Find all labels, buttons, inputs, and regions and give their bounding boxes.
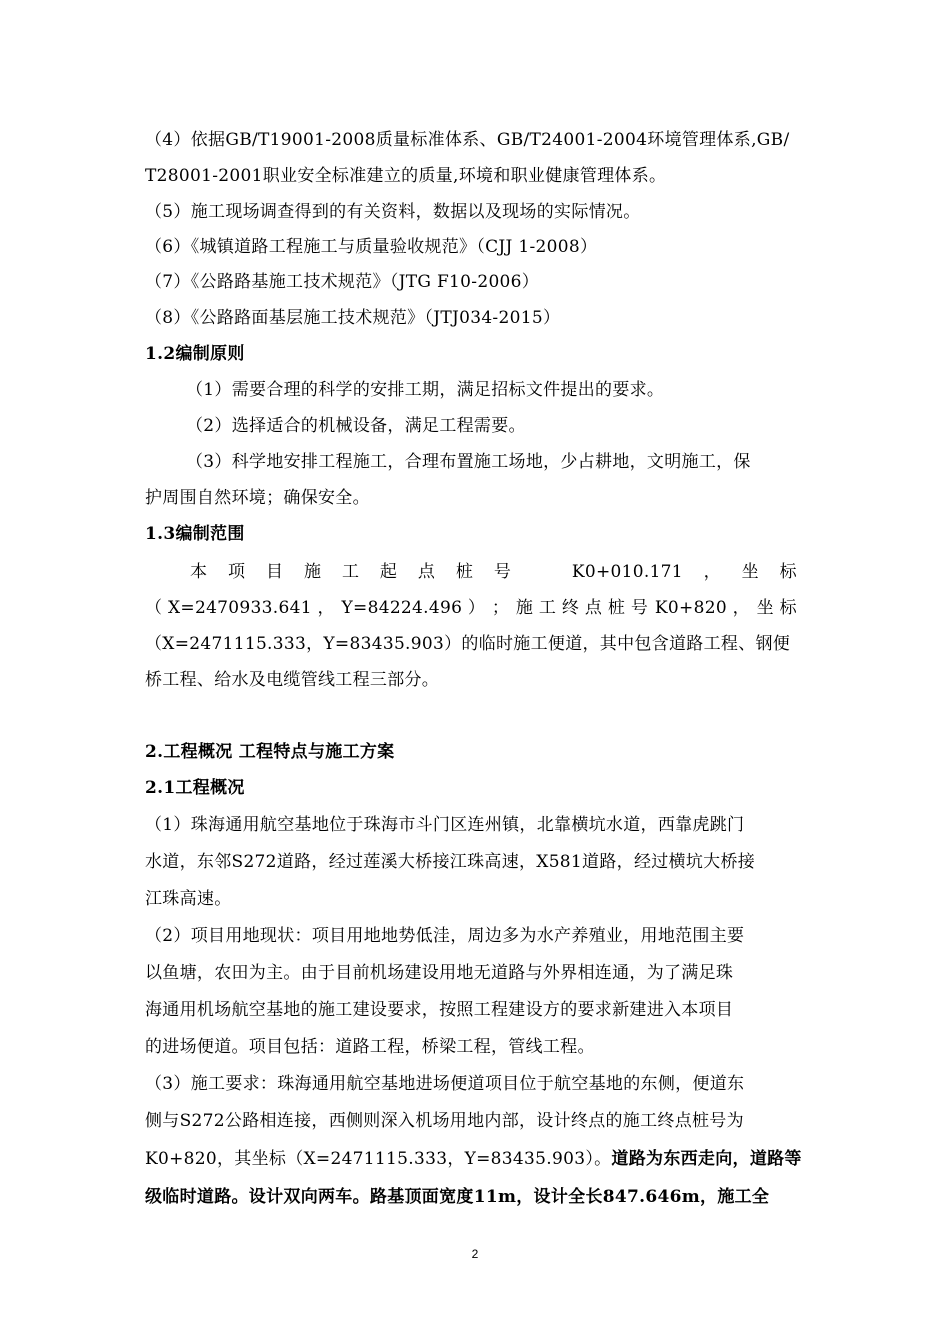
overview-2-line-3: 海通用机场航空基地的施工建设要求，按照工程建设方的要求新建进入本项目: [145, 1000, 734, 1020]
section-1-3-heading: 1.3编制范围: [145, 524, 245, 544]
scope-word: 施 工 终 点 桩 号: [515, 598, 649, 618]
scope-word: 施: [303, 562, 322, 582]
scope-line-1: [190, 560, 797, 584]
scope-word: 坐 标: [756, 598, 797, 618]
scope-word: 工: [341, 562, 360, 582]
scope-word: 本: [190, 562, 208, 582]
scope-word: 起: [379, 562, 398, 582]
scope-word: 点: [417, 562, 436, 582]
overview-3-line-2: 侧与S272公路相连接，西侧则深入机场用地内部，设计终点的施工终点桩号为: [145, 1111, 744, 1131]
overview-3-line-3-normal: K0+820，其坐标（X=2471115.333，Y=83435.903）。: [145, 1149, 612, 1169]
scope-word: 坐: [741, 562, 759, 582]
section-2-1-heading: 2.1工程概况: [145, 778, 245, 798]
overview-2-line-2: 以鱼塘，农田为主。由于目前机场建设用地无道路与外界相连通，为了满足珠: [145, 963, 734, 983]
page-number: 2: [471, 1247, 479, 1261]
item-4-line-2: T28001-2001职业安全标准建立的质量,环境和职业健康管理体系。: [145, 166, 667, 186]
scope-word: ，: [703, 562, 721, 582]
overview-2-line-4: 的进场便道。项目包括：道路工程，桥梁工程，管线工程。: [145, 1037, 595, 1057]
principle-3-line-2: 护周围自然环境；确保安全。: [145, 488, 370, 508]
principle-2: （2）选择适合的机械设备，满足工程需要。: [186, 416, 526, 436]
scope-word: ；: [491, 598, 510, 618]
section-1-2-heading: 1.2编制原则: [145, 344, 245, 364]
item-5: （5）施工现场调查得到的有关资料，数据以及现场的实际情况。: [145, 202, 641, 222]
scope-word: K0+010.171: [571, 562, 683, 582]
overview-1-line-2: 水道，东邻S272道路，经过莲溪大桥接江珠高速，X581道路，经过横坑大桥接: [145, 852, 756, 872]
overview-1-line-3: 江珠高速。: [145, 889, 232, 909]
overview-1-line-1: （1）珠海通用航空基地位于珠海市斗门区连州镇，北靠横坑水道，西靠虎跳门: [145, 815, 745, 835]
scope-line-2: [145, 596, 797, 620]
overview-3-line-4: 级临时道路。设计双向两车。路基顶面宽度11m，设计全长847.646m，施工全: [145, 1187, 770, 1207]
item-7: （7）《公路路基施工技术规范》（JTG F10-2006）: [145, 272, 540, 292]
scope-word: K0+820 ，: [654, 598, 750, 618]
overview-3-line-1: （3）施工要求：珠海通用航空基地进场便道项目位于航空基地的东侧，便道东: [145, 1074, 745, 1094]
scope-word: 号: [493, 562, 512, 582]
overview-3-line-3: [145, 1147, 802, 1171]
scope-line-4: 桥工程、给水及电缆管线工程三部分。: [145, 670, 440, 690]
item-4-line-1: （4）依据GB/T19001-2008质量标准体系、GB/T24001-2004环境管理体系,GB/: [145, 130, 790, 150]
item-8: （8）《公路路面基层施工技术规范》（JTJ034-2015）: [145, 308, 561, 328]
overview-3-line-3-bold: 道路为东西走向，道路等: [611, 1149, 802, 1169]
item-6: （6）《城镇道路工程施工与质量验收规范》（CJJ 1-2008）: [145, 237, 598, 257]
principle-1: （1）需要合理的科学的安排工期，满足招标文件提出的要求。: [186, 380, 665, 400]
scope-word: 标: [779, 562, 797, 582]
scope-word: （ X=2470933.641 ，: [145, 598, 335, 618]
scope-line-3: （X=2471115.333，Y=83435.903）的临时施工便道，其中包含道路工程、钢便: [145, 634, 791, 654]
scope-word: 目: [265, 562, 284, 582]
scope-word: 项: [227, 562, 246, 582]
scope-word: Y=84224.496 ）: [341, 598, 486, 618]
chapter-2-heading: 2.工程概况 工程特点与施工方案: [145, 742, 395, 762]
scope-word: 桩: [455, 562, 474, 582]
principle-3-line-1: （3）科学地安排工程施工，合理布置施工场地，少占耕地，文明施工，保: [186, 452, 751, 472]
overview-2-line-1: （2）项目用地现状：项目用地地势低洼，周边多为水产养殖业，用地范围主要: [145, 926, 745, 946]
